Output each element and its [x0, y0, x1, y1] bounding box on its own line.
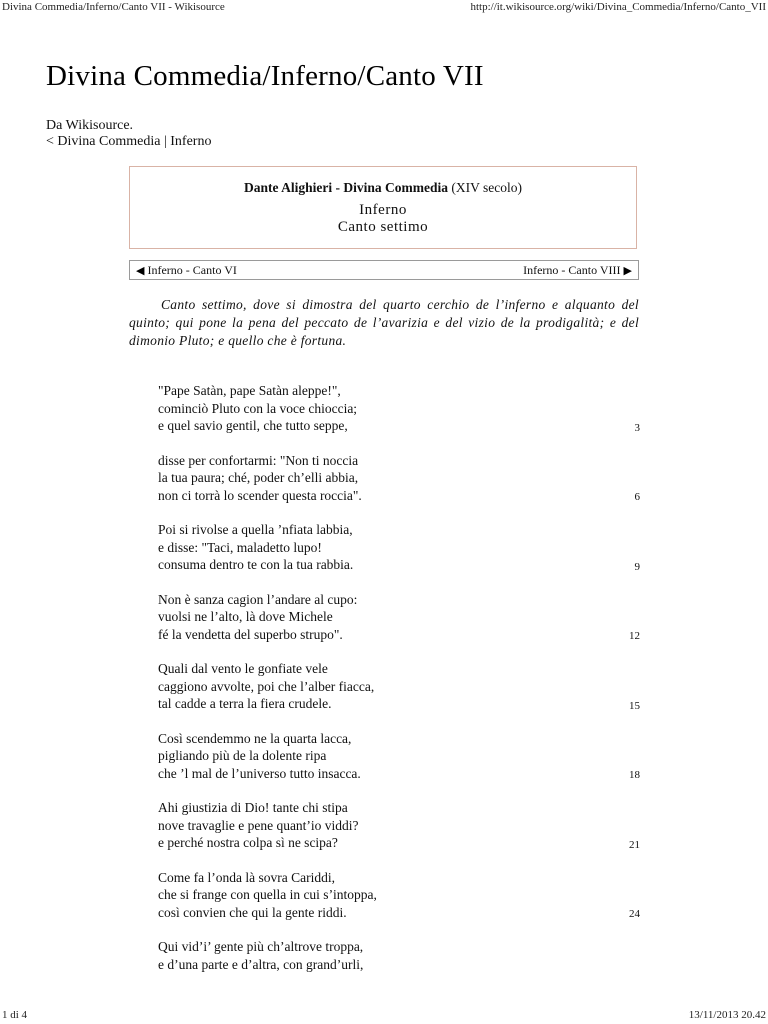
breadcrumb-link-divina-commedia[interactable]: Divina Commedia [57, 134, 161, 149]
author-work-line [130, 180, 636, 196]
stanza [158, 382, 640, 435]
verse-line: tal cadde a terra la fiera crudele. [158, 696, 332, 711]
century-label: (XIV secolo) [448, 180, 522, 195]
verse-line: pigliando più de la dolente ripa [158, 748, 327, 763]
verse-line: Poi si rivolse a quella ’nfiata labbia, [158, 522, 353, 537]
stanza [158, 938, 640, 973]
verse-line: nove travaglie e pene quant’io viddi? [158, 817, 359, 833]
verse-line: non ci torrà lo scender questa roccia". [158, 487, 362, 503]
verse-line: "Pape Satàn, pape Satàn aleppe!", [158, 383, 341, 398]
next-canto-label: Inferno - Canto VIII [523, 263, 621, 277]
stanza [158, 452, 640, 505]
site-sub: Da Wikisource. [46, 118, 134, 133]
page-counter: 1 di 4 [2, 1009, 28, 1021]
verse-number: 24 [629, 908, 640, 920]
work-infobox [129, 166, 637, 249]
left-arrow-icon: ◀ [136, 265, 145, 277]
verse-number: 9 [634, 560, 640, 573]
verse-line: che ’l mal de l’universo tutto insacca. [158, 765, 361, 781]
canto-summary: Canto settimo, dove si dimostra del quarto cerchio de l’inferno e alquanto del quinto; qui pone la pena del peccato de l’avarizia e del vizio de la prodigalità; e del dimonio Pluto; e quello che è fortuna. [129, 297, 639, 348]
print-header-url: http://it.wikisource.org/wiki/Divina_Commedia/Inferno/Canto_VII [470, 1, 766, 13]
prev-canto-label: Inferno - Canto VI [147, 263, 237, 277]
verse-number: 6 [634, 491, 640, 503]
verse-number: 18 [629, 769, 640, 781]
canto-title: Canto settimo [337, 219, 429, 235]
verse-number: 21 [629, 838, 640, 851]
verse-line: caggiono avvolte, poi che l’alber fiacca, [158, 678, 375, 694]
verse-line: cominciò Pluto con la voce chioccia; [158, 400, 358, 416]
verse-line: e d’una parte e d’altra, con grand’urli, [158, 956, 364, 972]
stanza [158, 730, 640, 783]
page-title: Divina Commedia/Inferno/Canto VII [46, 60, 484, 92]
print-timestamp: 13/11/2013 20.42 [688, 1009, 766, 1021]
print-header-title: Divina Commedia/Inferno/Canto VII - Wikisource [2, 1, 225, 13]
verse-number: 15 [629, 699, 640, 712]
verse-line: disse per confortarmi: "Non ti noccia [158, 452, 359, 468]
verse-line: vuolsi ne l’alto, là dove Michele [158, 609, 333, 624]
stanza [158, 591, 640, 644]
verse-line: così convien che qui la gente riddi. [158, 904, 347, 920]
canto-navigation [129, 260, 639, 280]
breadcrumb-prefix: < [46, 134, 58, 149]
stanza [158, 521, 640, 574]
verse-line: che si frange con quella in cui s’intoppa, [158, 887, 377, 902]
breadcrumb-link-inferno[interactable]: Inferno [170, 134, 212, 149]
verse-line: la tua paura; ché, poder ch’elli abbia, [158, 470, 359, 485]
verse-line: fé la vendetta del superbo strupo". [158, 626, 343, 642]
author-work-link[interactable]: Dante Alighieri - Divina Commedia [244, 180, 448, 195]
print-footer [0, 1010, 768, 1024]
next-canto-link[interactable] [523, 263, 632, 278]
stanza [158, 869, 640, 922]
prev-canto-link[interactable] [136, 263, 237, 278]
verse-number: 12 [629, 630, 640, 642]
stanza [158, 660, 640, 713]
verses [158, 382, 640, 990]
verse-line: e disse: "Taci, maladetto lupo! [158, 539, 322, 555]
verse-number: 3 [634, 421, 640, 434]
breadcrumb [46, 134, 211, 150]
part-title: Inferno [359, 202, 407, 218]
verse-line: Quali dal vento le gonfiate vele [158, 661, 328, 676]
right-arrow-icon: ▶ [623, 265, 632, 277]
stanza [158, 799, 640, 852]
verse-line: e perché nostra colpa sì ne scipa? [158, 835, 338, 850]
verse-line: Ahi giustizia di Dio! tante chi stipa [158, 800, 348, 815]
verse-line: consuma dentro te con la tua rabbia. [158, 557, 354, 572]
verse-line: e quel savio gentil, che tutto seppe, [158, 418, 348, 433]
print-header [0, 0, 768, 14]
verse-line: Così scendemmo ne la quarta lacca, [158, 730, 352, 746]
verse-line: Come fa l’onda là sovra Cariddi, [158, 869, 335, 885]
breadcrumb-separator: | [160, 134, 171, 149]
verse-line: Non è sanza cagion l’andare al cupo: [158, 591, 358, 607]
verse-line: Qui vid’i’ gente più ch’altrove troppa, [158, 939, 364, 954]
